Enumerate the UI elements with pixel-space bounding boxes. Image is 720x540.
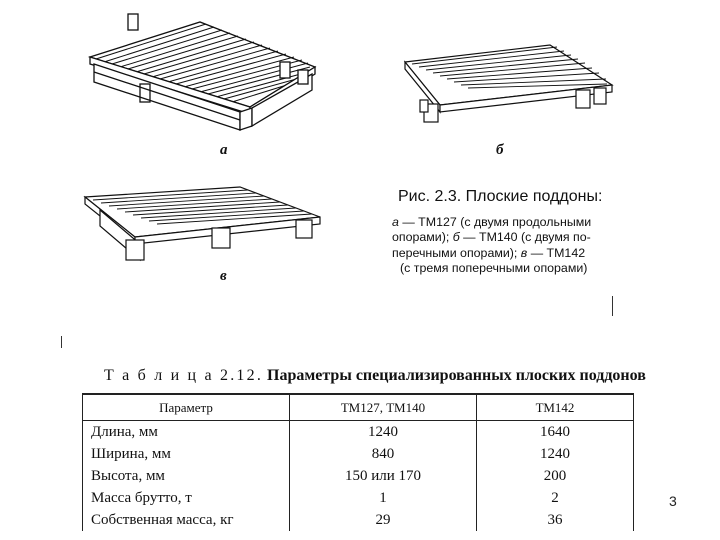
cell-value: 1240 — [290, 421, 477, 444]
header-parameter: Параметр — [83, 394, 290, 421]
cell-param: Ширина, мм — [83, 443, 290, 465]
cell-value: 1640 — [477, 421, 634, 444]
table-row — [83, 465, 634, 487]
table-row — [83, 443, 634, 465]
caption-line-4: (с тремя поперечными опорами) — [400, 260, 588, 275]
caption-line-3: перечными опорами); в — ТМ142 — [392, 245, 586, 260]
cell-value: 150 или 170 — [290, 465, 477, 487]
header-tm127-tm140: ТМ127, ТМ140 — [290, 394, 477, 421]
page-number: 3 — [669, 493, 677, 509]
scan-mark — [61, 336, 62, 348]
figure-label-a: а — [220, 142, 228, 158]
figure-caption — [392, 215, 632, 276]
table-title — [104, 367, 646, 385]
table-row — [83, 509, 634, 531]
caption-line-2: опорами); б — ТМ140 (с двумя по- — [392, 230, 591, 245]
cell-value: 1240 — [477, 443, 634, 465]
parameters-table — [82, 393, 634, 531]
header-tm142: ТМ142 — [477, 394, 634, 421]
figure-title: Рис. 2.3. Плоские поддоны: — [398, 188, 603, 205]
figure-label-b: б — [496, 142, 504, 158]
pallet-b-illustration — [400, 40, 620, 130]
table-row — [83, 421, 634, 444]
cell-param: Высота, мм — [83, 465, 290, 487]
cell-value: 2 — [477, 487, 634, 509]
caption-letter-a: а — [392, 215, 399, 229]
scan-mark — [612, 296, 613, 316]
figure-label-v: в — [220, 268, 227, 284]
cell-value: 36 — [477, 509, 634, 531]
caption-line-1: а — ТМ127 (с двумя продольными — [392, 215, 592, 229]
pallet-a-illustration — [80, 12, 330, 142]
cell-param: Собственная масса, кг — [83, 509, 290, 531]
cell-value: 29 — [290, 509, 477, 531]
table-header-row — [83, 394, 634, 421]
cell-value: 840 — [290, 443, 477, 465]
pallet-v-illustration — [80, 182, 330, 272]
table-row — [83, 487, 634, 509]
cell-value: 1 — [290, 487, 477, 509]
caption-letter-v: в — [520, 245, 528, 260]
caption-letter-b: б — [452, 230, 460, 245]
cell-param: Масса брутто, т — [83, 487, 290, 509]
table-title-prefix: Т а б л и ц а 2.12. — [104, 367, 264, 384]
cell-value: 200 — [477, 465, 634, 487]
cell-param: Длина, мм — [83, 421, 290, 444]
table-title-main: Параметры специализированных плоских поддонов — [267, 367, 646, 384]
